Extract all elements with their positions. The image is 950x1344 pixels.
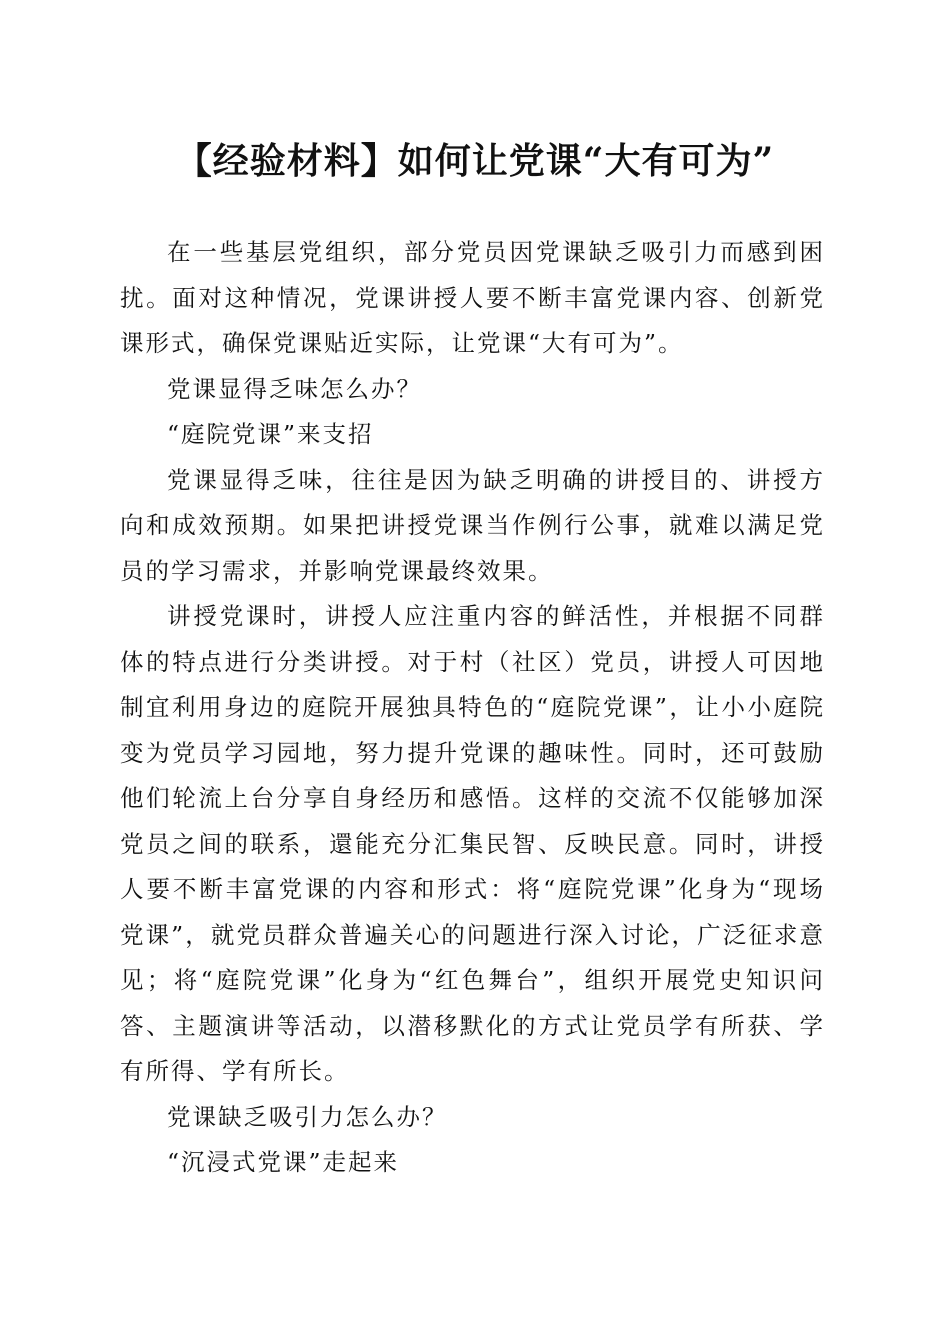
paragraph-body-1: 党课显得乏味，往往是因为缺乏明确的讲授目的、讲授方向和成效预期。如果把讲授党课当作例行公事，就难以满足党员的学习需求，并影响党课最终效果。 (120, 465, 825, 585)
section-heading-2: “沉浸式党课”走起来 (167, 1148, 400, 1176)
section-question-1: 党课显得乏味怎么办？ (167, 374, 422, 403)
paragraph-body-2: 讲授党课时，讲授人应注重内容的鲜活性，并根据不同群体的特点进行分类讲授。对于村（社区）党员，讲授人可因地制宜利用身边的庭院开展独具特色的“庭院党课”，让小小庭院变为党员学习园地，努力提升党课的趣味性。同时，还可鼓励他们轮流上台分享自身经历和感悟。这样的交流不仅能够加深党员之间的联系，還能充分汇集民智、反映民意。同时，讲授人要不断丰富党课的内容和形式：将“庭院党课”化身为“现场党课”，就党员群众普遍关心的问题进行深入讨论，广泛征求意见；将“庭院党课”化身为“红色舞台”，组织开展党史知识问答、主题演讲等活动，以潜移默化的方式让党员学有所获、学有所得、学有所长。 (120, 602, 825, 1085)
section-question-2: 党课缺乏吸引力怎么办？ (167, 1102, 448, 1131)
document-title: 【经验材料】如何让党课“大有可为” (175, 140, 775, 182)
section-heading-1: “庭院党课”来支招 (167, 420, 374, 448)
document-body (120, 230, 825, 1186)
paragraph-intro: 在一些基层党组织，部分党员因党课缺乏吸引力而感到困扰。面对这种情况，党课讲授人要不断丰富党课内容、创新党课形式，确保党课贴近实际，让党课“大有可为”。 (120, 238, 825, 357)
